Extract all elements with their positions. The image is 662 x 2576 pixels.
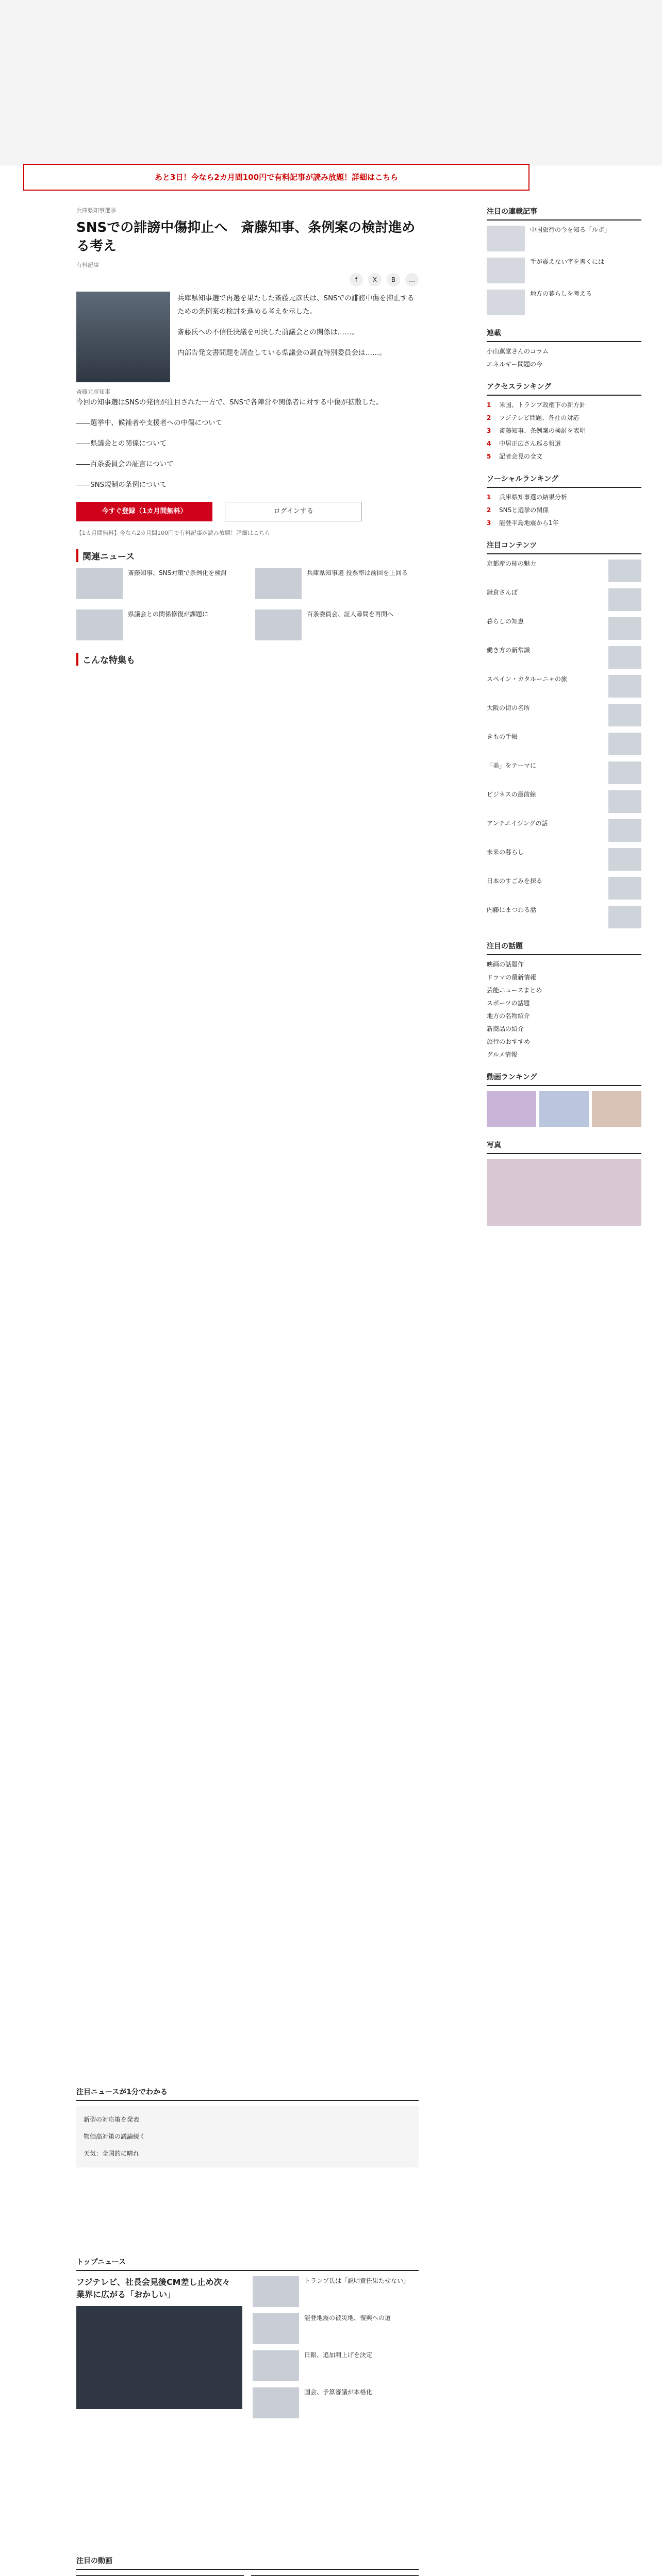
content-item[interactable]: 内藤にまつわる話	[487, 906, 641, 928]
thumbnail	[608, 704, 641, 726]
access-ranking	[487, 381, 641, 461]
login-button[interactable]: ログインする	[225, 502, 362, 521]
related-news-title: 関連ニュース	[76, 549, 419, 562]
access-ranking-title: アクセスランキング	[487, 383, 552, 391]
article-photo	[76, 292, 170, 382]
article-paragraph: ――SNS規制の条例について	[76, 481, 167, 489]
thumbnail	[608, 790, 641, 813]
share-bar	[76, 273, 419, 286]
watch-news-item[interactable]: 新型の対応策を発表	[84, 2111, 411, 2128]
related-news-item[interactable]: 百条委員会、証人尋問を再開へ	[255, 609, 419, 640]
article-title: SNSでの誹謗中傷抑止へ 斎藤知事、条例案の検討進める考え	[76, 220, 416, 254]
content-item[interactable]: 大阪の街の名所	[487, 704, 641, 726]
top-news-item[interactable]: トランプ氏は「説明責任果たせない」	[253, 2276, 419, 2307]
reco-title: 注目の連載記事	[487, 208, 537, 216]
content-item[interactable]: 「美」をテーマに	[487, 761, 641, 784]
social-ranking-title: ソーシャルランキング	[487, 475, 559, 483]
thumbnail	[608, 560, 641, 582]
content-item[interactable]: きもの手帳	[487, 733, 641, 755]
promo-banner[interactable]: あと3日！今なら2カ月間100円で有料記事が読み放題！詳細はこちら	[23, 164, 529, 191]
related-news-item[interactable]: 兵庫県知事選 投票率は前回を上回る	[255, 568, 419, 599]
content-item[interactable]: 日本のすごみを探る	[487, 877, 641, 900]
reco-item[interactable]: 地方の暮らしを考える	[487, 290, 641, 315]
watch-item[interactable]: 芸能ニュースまとめ	[487, 987, 542, 994]
thumbnail	[253, 2350, 299, 2381]
top-news-item[interactable]: 日銀、追加利上げを決定	[253, 2350, 419, 2381]
thumbnail	[487, 290, 525, 315]
reco-block	[487, 206, 641, 315]
article-paragraph: 内部告発文書問題を調査している県議会の調査特別委員会は……。	[177, 349, 386, 357]
content-item[interactable]: 未来の暮らし	[487, 848, 641, 871]
reco-item[interactable]: 中国旅行の今を知る「ルポ」	[487, 226, 641, 251]
thumbnail	[608, 906, 641, 928]
thumbnail	[255, 609, 302, 640]
thumbnail	[608, 819, 641, 842]
watch-block	[487, 941, 641, 1059]
watch-item[interactable]: ドラマの最新情報	[487, 974, 537, 981]
share-bookmark-icon[interactable]: B	[387, 273, 400, 286]
top-news-item[interactable]: 国会、予算審議が本格化	[253, 2387, 419, 2418]
thumbnail	[253, 2313, 299, 2344]
series-title: 連載	[487, 329, 501, 337]
article-paragraph: 斎藤氏への不信任決議を可決した前議会との関係は……。	[177, 328, 358, 336]
thumbnail	[608, 617, 641, 640]
subscription-notice[interactable]: 【1カ月間無料】今なら2カ月間100円で有料記事が読み放題！詳細はこちら	[76, 530, 270, 536]
watch-news	[76, 2087, 419, 2167]
watch-item[interactable]: 旅行のおすすめ	[487, 1038, 531, 1045]
sidebar	[487, 206, 641, 1239]
top-news	[76, 2257, 419, 2418]
watch-news-item[interactable]: 天気：全国的に晴れ	[84, 2145, 411, 2162]
content-item[interactable]: 京都産の柿の魅力	[487, 560, 641, 582]
featured-video	[76, 2555, 419, 2576]
thumbnail	[608, 646, 641, 669]
video-ranking-title: 動画ランキング	[487, 1073, 537, 1081]
share-x-icon[interactable]: X	[368, 273, 382, 286]
article-paragraph: ――選挙中、候補者や支援者への中傷について	[76, 419, 223, 427]
share-facebook-icon[interactable]: f	[350, 273, 363, 286]
watch-news-item[interactable]: 物価高対策の議論続く	[84, 2128, 411, 2145]
series-block	[487, 328, 641, 369]
social-ranking-item[interactable]: 3 能登半島地震から1年	[487, 519, 559, 527]
content-item[interactable]: 鎌倉さんぽ	[487, 588, 641, 611]
photo-title: 写真	[487, 1141, 501, 1149]
ranking-item[interactable]: 1 米国、トランプ政権下の新方針	[487, 401, 586, 409]
content-item[interactable]: スペイン・カタルーニャの旅	[487, 675, 641, 698]
site-header	[0, 0, 662, 165]
social-ranking	[487, 473, 641, 528]
subscribe-button[interactable]: 今すぐ登録（1カ月間無料）	[76, 502, 212, 521]
reco-item[interactable]: 手が震えない字を書くには	[487, 258, 641, 283]
article-paragraph: ――県議会との関係について	[76, 439, 167, 448]
thumbnail	[608, 848, 641, 871]
content-item[interactable]: 働き方の新常識	[487, 646, 641, 669]
video-thumbnail[interactable]	[487, 1091, 536, 1127]
related-news-item[interactable]: 斎藤知事、SNS対策で条例化を検討	[76, 568, 240, 599]
article-paragraph: ――百条委員会の証言について	[76, 460, 174, 468]
watch-item[interactable]: 映画の話題作	[487, 961, 524, 968]
article-paragraph: 兵庫県知事選で再選を果たした斎藤元彦氏は、SNSでの誹謗中傷を抑止するための条例案の検討を進める考えを示した。	[177, 294, 415, 316]
thumbnail	[253, 2276, 299, 2307]
video-thumbnail[interactable]	[592, 1091, 641, 1127]
top-news-item[interactable]: 能登地震の被災地、復興への道	[253, 2313, 419, 2344]
series-item[interactable]: エネルギー問題の今	[487, 361, 543, 368]
ranking-item[interactable]: 3 斎藤知事、条例案の検討を表明	[487, 427, 586, 434]
contents-title: 注目コンテンツ	[487, 541, 537, 550]
watch-news-title: 注目ニュースが1分でわかる	[76, 2088, 168, 2096]
watch-title: 注目の話題	[487, 942, 523, 951]
thumbnail	[76, 568, 123, 599]
photo-caption: 斎藤元彦知事	[76, 388, 110, 395]
thumbnail	[253, 2387, 299, 2418]
article-main	[76, 206, 419, 672]
thumbnail	[608, 761, 641, 784]
watch-item[interactable]: スポーツの話題	[487, 999, 530, 1007]
contents-block	[487, 540, 641, 928]
watch-item[interactable]: 地方の名物紹介	[487, 1012, 531, 1020]
featured-video-title: 注目の動画	[76, 2557, 112, 2565]
top-news-photo[interactable]	[76, 2306, 242, 2409]
content-item[interactable]: アンチエイジングの話	[487, 819, 641, 842]
content-item[interactable]: 暮らしの知恵	[487, 617, 641, 640]
special-feature-title: こんな特集も	[76, 653, 419, 666]
thumbnail	[608, 675, 641, 698]
video-thumbnail[interactable]	[539, 1091, 589, 1127]
photo-block	[487, 1140, 641, 1226]
related-news-list	[76, 568, 419, 640]
social-ranking-item[interactable]: 2 SNSと選挙の関係	[487, 506, 549, 514]
series-item[interactable]: 小山薫堂さんのコラム	[487, 348, 549, 355]
watch-item[interactable]: 新商品の紹介	[487, 1025, 524, 1032]
social-ranking-item[interactable]: 1 兵庫県知事選の結果分析	[487, 494, 568, 501]
article-body	[76, 292, 419, 492]
photo-thumbnail[interactable]	[487, 1159, 641, 1226]
related-news-item[interactable]: 県議会との関係修復が課題に	[76, 609, 240, 640]
ranking-item[interactable]: 2 フジテレビ問題、各社の対応	[487, 414, 580, 421]
thumbnail	[608, 877, 641, 900]
content-item[interactable]: ビジネスの最前線	[487, 790, 641, 813]
thumbnail	[255, 568, 302, 599]
article-paragraph: 今回の知事選はSNSの発信が注目された一方で、SNSで各陣営や関係者に対する中傷が拡散した。	[76, 398, 383, 406]
thumbnail	[76, 609, 123, 640]
thumbnail	[487, 226, 525, 251]
ranking-item[interactable]: 5 記者会見の全文	[487, 453, 543, 460]
section-label[interactable]: 兵庫県知事選挙	[76, 207, 116, 214]
ranking-item[interactable]: 4 中居正広さん巡る報道	[487, 440, 561, 447]
more-icon[interactable]: …	[405, 273, 419, 286]
thumbnail	[487, 258, 525, 283]
top-news-lead[interactable]: フジテレビ、社長会見後CM差し止め次々 業界に広がる「おかしい」	[76, 2277, 239, 2299]
thumbnail	[608, 733, 641, 755]
watch-item[interactable]: グルメ情報	[487, 1051, 518, 1058]
top-news-title: トップニュース	[76, 2258, 126, 2266]
thumbnail	[608, 588, 641, 611]
video-ranking	[487, 1072, 641, 1127]
article-meta: 有料記事	[76, 262, 99, 268]
